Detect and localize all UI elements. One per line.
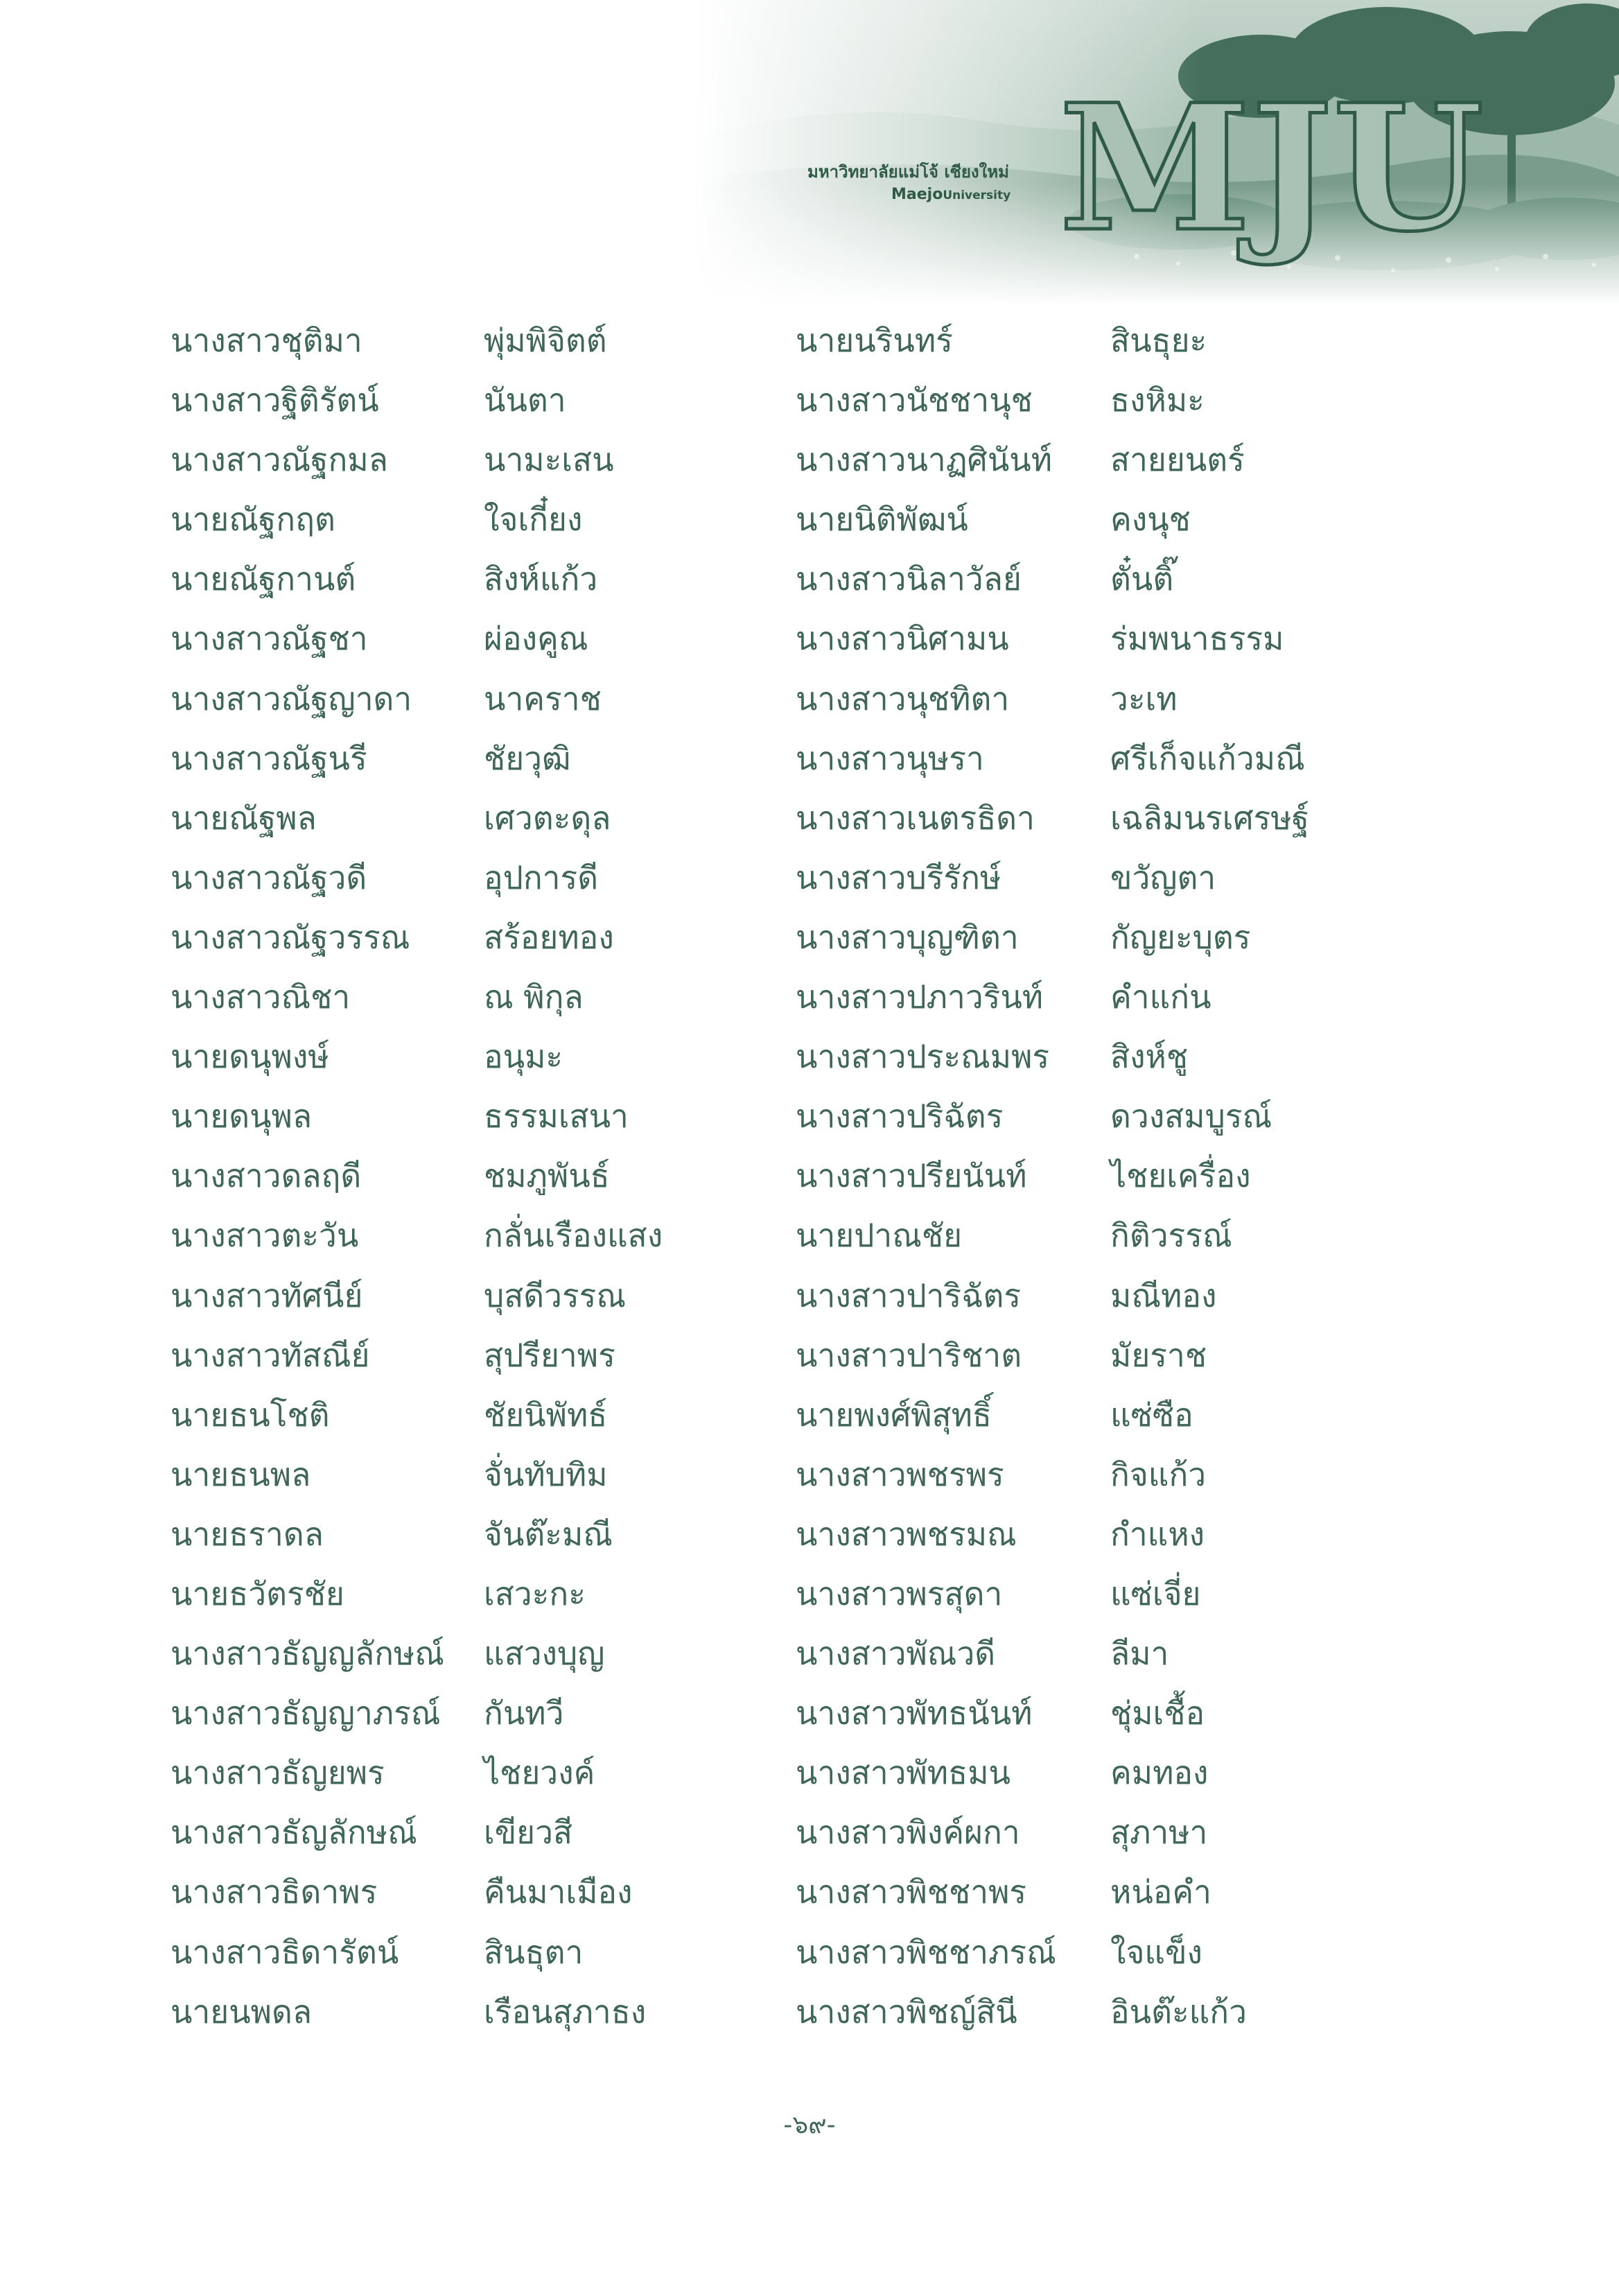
right-surname: อินต๊ะแก้ว [1110,1992,1247,2030]
right-surname: ใจแข็ง [1110,1933,1202,1971]
right-name: นางสาวพัณวดี [796,1635,996,1673]
name-row [0,609,1619,668]
right-surname: สายยนตร์ [1110,441,1245,479]
right-name: นางสาวพรสุดา [796,1574,1003,1612]
name-row [0,788,1619,848]
right-surname: ชุ่มเชื้อ [1110,1694,1205,1732]
name-row [0,1146,1619,1206]
left-surname: ชมภูพันธ์ [484,1157,610,1195]
left-surname: ไชยวงค์ [484,1754,595,1792]
name-row [0,1385,1619,1445]
right-name: นางสาวพิชชาภรณ์ [796,1933,1056,1971]
right-surname: คำแก่น [1110,978,1211,1016]
left-surname: สิงห์แก้ว [484,560,598,598]
right-name: นายพงศ์พิสุทธิ์ [796,1395,992,1434]
left-name: นางสาวณัฐนรี [170,739,367,777]
left-name: นายณัฐกานต์ [170,560,356,598]
name-list [0,311,1619,2042]
left-surname: ชัยนิพัทธ์ [484,1395,608,1434]
left-surname: ณ พิกุล [484,978,584,1016]
page-number: -๖๙- [783,2111,836,2139]
left-name: นางสาวณัฐกมล [170,441,388,479]
right-surname: สุภาษา [1110,1814,1208,1852]
left-name: นางสาวณัฐญาดา [170,679,412,718]
left-name: นายธนพล [170,1455,311,1493]
right-name: นางสาวพชรพร [796,1455,1004,1493]
left-surname: เรือนสุภาธง [484,1992,647,2030]
name-row [0,1086,1619,1146]
name-row [0,1982,1619,2042]
right-surname: แซ่ซือ [1110,1395,1193,1434]
name-row [0,1027,1619,1086]
left-surname: จันต๊ะมณี [484,1515,613,1553]
right-surname: กิจแก้ว [1110,1455,1207,1493]
left-surname: สร้อยทอง [484,918,614,956]
left-name: นางสาวณัฐวดี [170,858,367,896]
name-row [0,549,1619,609]
right-name: นางสาวพัทธมน [796,1754,1010,1792]
name-row [0,311,1619,370]
right-name: นางสาวปรียนันท์ [796,1157,1027,1195]
name-row [0,1266,1619,1325]
left-surname: กันทวี [484,1694,564,1732]
name-row [0,1445,1619,1504]
name-row [0,1683,1619,1743]
right-name: นายนิติพัฒน์ [796,501,968,539]
name-row [0,907,1619,967]
left-name: นางสาวฐิติรัตน์ [170,381,379,419]
right-name: นางสาวนัชชานุช [796,381,1033,419]
left-surname: ใจเกี๋ยง [484,501,583,539]
right-name: นางสาวบุญฑิตา [796,918,1019,956]
right-surname: ธงหิมะ [1110,381,1205,419]
name-row [0,1325,1619,1385]
left-surname: แสวงบุญ [484,1635,605,1673]
left-surname: พุ่มพิจิตต์ [484,322,607,359]
right-name: นางสาวพัทธนันท์ [796,1694,1033,1732]
right-name: นางสาวพิชญ์สินี [796,1992,1017,2030]
right-surname: วะเท [1110,679,1178,718]
left-surname: คืนมาเมือง [484,1873,633,1911]
left-surname: ธรรมเสนา [484,1097,629,1136]
name-row [0,1504,1619,1564]
left-surname: นันตา [484,381,566,419]
left-surname: นาคราช [484,679,602,718]
left-name: นายดนุพงษ์ [170,1038,329,1076]
left-name: นางสาวทัสณีย์ [170,1336,370,1374]
right-name: นางสาวประณมพร [796,1038,1050,1076]
right-name: นางสาวปริฉัตร [796,1097,1004,1136]
right-surname: หน่อคำ [1110,1873,1211,1911]
left-name: นางสาวธัญญาภรณ์ [170,1694,441,1732]
name-row [0,1206,1619,1265]
right-surname: กำแหง [1110,1515,1205,1553]
left-surname: จั่นทับทิม [484,1455,608,1493]
left-name: นางสาวธิดารัตน์ [170,1933,399,1971]
left-surname: ชัยวุฒิ [484,739,571,777]
right-name: นายปาณชัย [796,1217,963,1255]
name-row [0,370,1619,430]
left-name: นางสาวธัญลักษณ์ [170,1814,417,1852]
left-name: นายดนุพล [170,1097,313,1136]
right-surname: สินธุยะ [1110,322,1207,359]
left-name: นางสาวธัญยพร [170,1754,385,1792]
right-name: นางสาวพิชชาพร [796,1873,1027,1911]
right-surname: กิติวรรณ์ [1110,1217,1232,1255]
left-name: นางสาวณัฐวรรณ [170,918,410,956]
right-surname: คงนุช [1110,501,1191,539]
left-name: นางสาวธัญญลักษณ์ [170,1635,444,1673]
right-surname: เฉลิมนรเศรษฐ์ [1110,799,1310,837]
right-surname: ขวัญตา [1110,858,1216,896]
right-name: นางสาวนิลาวัลย์ [796,560,1022,598]
name-row [0,729,1619,788]
right-name: นางสาวพิงค์ผกา [796,1814,1020,1852]
right-surname: ไชยเครื่อง [1110,1157,1251,1195]
mju-logo-letters: MJU [1059,66,1485,270]
left-surname: นามะเสน [484,441,614,479]
right-surname: สิงห์ชู [1110,1038,1189,1076]
left-surname: สุปรียาพร [484,1336,615,1374]
left-surname: กลั่นเรืองแสง [484,1217,663,1255]
university-name-english [891,186,1010,203]
right-surname: ลีมา [1110,1635,1169,1673]
name-row [0,967,1619,1027]
name-row [0,1862,1619,1922]
right-surname: มัยราช [1110,1336,1207,1374]
left-surname: เศวตะดุล [484,799,611,837]
right-name: นางสาวปภาวรินท์ [796,978,1044,1016]
name-row [0,1624,1619,1683]
mju-logo [1059,66,1485,270]
left-surname: เขียวสี [484,1814,573,1852]
left-name: นายธนโชติ [170,1395,330,1434]
left-name: นายณัฐพล [170,799,317,837]
university-name-main: Maejo [891,186,943,203]
right-surname: แซ่เจี่ย [1110,1574,1201,1612]
left-name: นางสาวณัฐชา [170,620,368,658]
right-name: นางสาวบรีรักษ์ [796,858,1001,896]
left-name: นายธราดล [170,1515,324,1553]
right-name: นางสาวนุชทิตา [796,679,1010,718]
left-name: นางสาวธิดาพร [170,1873,378,1911]
right-name: นางสาวปาริฉัตร [796,1276,1022,1314]
left-name: นายนพดล [170,1992,313,2030]
name-row [0,489,1619,549]
right-name: นางสาวเนตรธิดา [796,799,1035,837]
right-name: นางสาวนาฏศินันท์ [796,441,1053,479]
university-name-small: University [943,189,1011,202]
left-name: นายณัฐกฤต [170,501,335,539]
right-name: นางสาวนุษรา [796,739,984,777]
right-surname: ตั๋นติ๊ [1110,560,1174,598]
right-surname: คมทอง [1110,1754,1209,1792]
left-surname: บุสดีวรรณ [484,1276,627,1314]
name-row [0,848,1619,907]
name-row [0,1802,1619,1862]
name-row [0,430,1619,489]
right-surname: ศรีเก็จแก้วมณี [1110,739,1305,777]
right-name: นางสาวปาริชาต [796,1336,1022,1374]
left-surname: ผ่องคูณ [484,620,588,658]
university-name-thai: มหาวิทยาลัยแม่โจ้ เชียงใหม่ [807,162,1009,182]
name-row [0,669,1619,729]
right-surname: ดวงสมบูรณ์ [1110,1097,1272,1136]
left-name: นางสาวดลฤดี [170,1157,362,1195]
name-row [0,1922,1619,1982]
right-surname: มณีทอง [1110,1276,1217,1314]
left-name: นางสาวณิชา [170,978,351,1016]
left-name: นางสาวตะวัน [170,1217,359,1255]
left-surname: เสวะกะ [484,1574,586,1612]
right-surname: ร่มพนาธรรม [1110,620,1284,658]
right-surname: กัญยะบุตร [1110,918,1251,956]
name-row [0,1564,1619,1624]
left-name: นางสาวชุติมา [170,322,362,359]
right-name: นางสาวนิศามน [796,620,1009,658]
left-surname: อนุมะ [484,1038,563,1076]
left-surname: อุปการดี [484,858,599,896]
left-name: นางสาวทัศนีย์ [170,1276,363,1314]
header-banner [693,0,1619,305]
right-name: นายนรินทร์ [796,322,953,359]
left-surname: สินธุตา [484,1933,584,1971]
right-name: นางสาวพชรมณ [796,1515,1017,1553]
left-name: นายธวัตรชัย [170,1574,344,1612]
name-row [0,1743,1619,1802]
